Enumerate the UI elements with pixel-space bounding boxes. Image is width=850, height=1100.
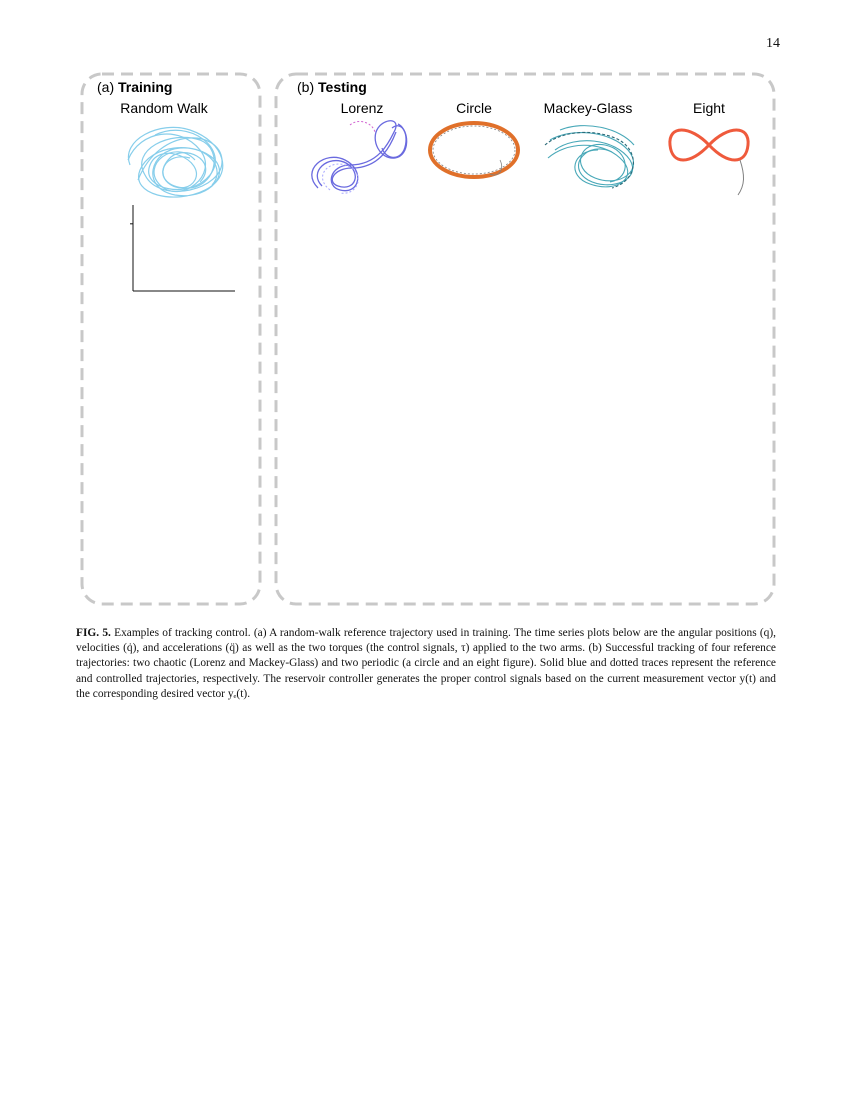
thumb-mackey-glass	[545, 126, 634, 188]
trajectory-title-random-walk: Random Walk	[120, 100, 208, 116]
trajectory-title-eight: Eight	[693, 100, 725, 116]
time-series-plots	[130, 205, 235, 291]
thumb-lorenz	[312, 121, 407, 194]
testing-label: (b) Testing	[297, 79, 367, 95]
trajectory-title-circle: Circle	[456, 100, 492, 116]
caption-label: FIG. 5.	[76, 627, 111, 639]
thumb-random-walk	[128, 127, 223, 197]
training-q-axes	[130, 205, 235, 291]
thumb-circle	[430, 123, 518, 177]
trajectory-title-lorenz: Lorenz	[340, 100, 384, 116]
figure-caption	[76, 626, 776, 702]
page-number: 14	[766, 36, 780, 51]
training-label: (a) Training	[97, 79, 173, 95]
caption-text: Examples of tracking control. (a) A random-walk reference trajectory used in training. The time series plots below are the angular positions (q), velocities (q̇), and accelerations (q̈) as well as the two torques (the control signals, τ) applied to the two arms. (b) Successful tracking of four reference trajectories: two chaotic (Lorenz and Mackey-Glass) and two periodic (a circle and an eight figure). Solid blue and dotted traces represent the reference and controlled trajectories, respectively. The reservoir controller generates the proper control signals based on the current measurement vector y(t) and the corresponding desired vector yₑ(t).	[76, 627, 776, 700]
thumb-eight	[670, 130, 748, 195]
trajectory-title-mackey-glass: Mackey-Glass	[543, 100, 633, 116]
